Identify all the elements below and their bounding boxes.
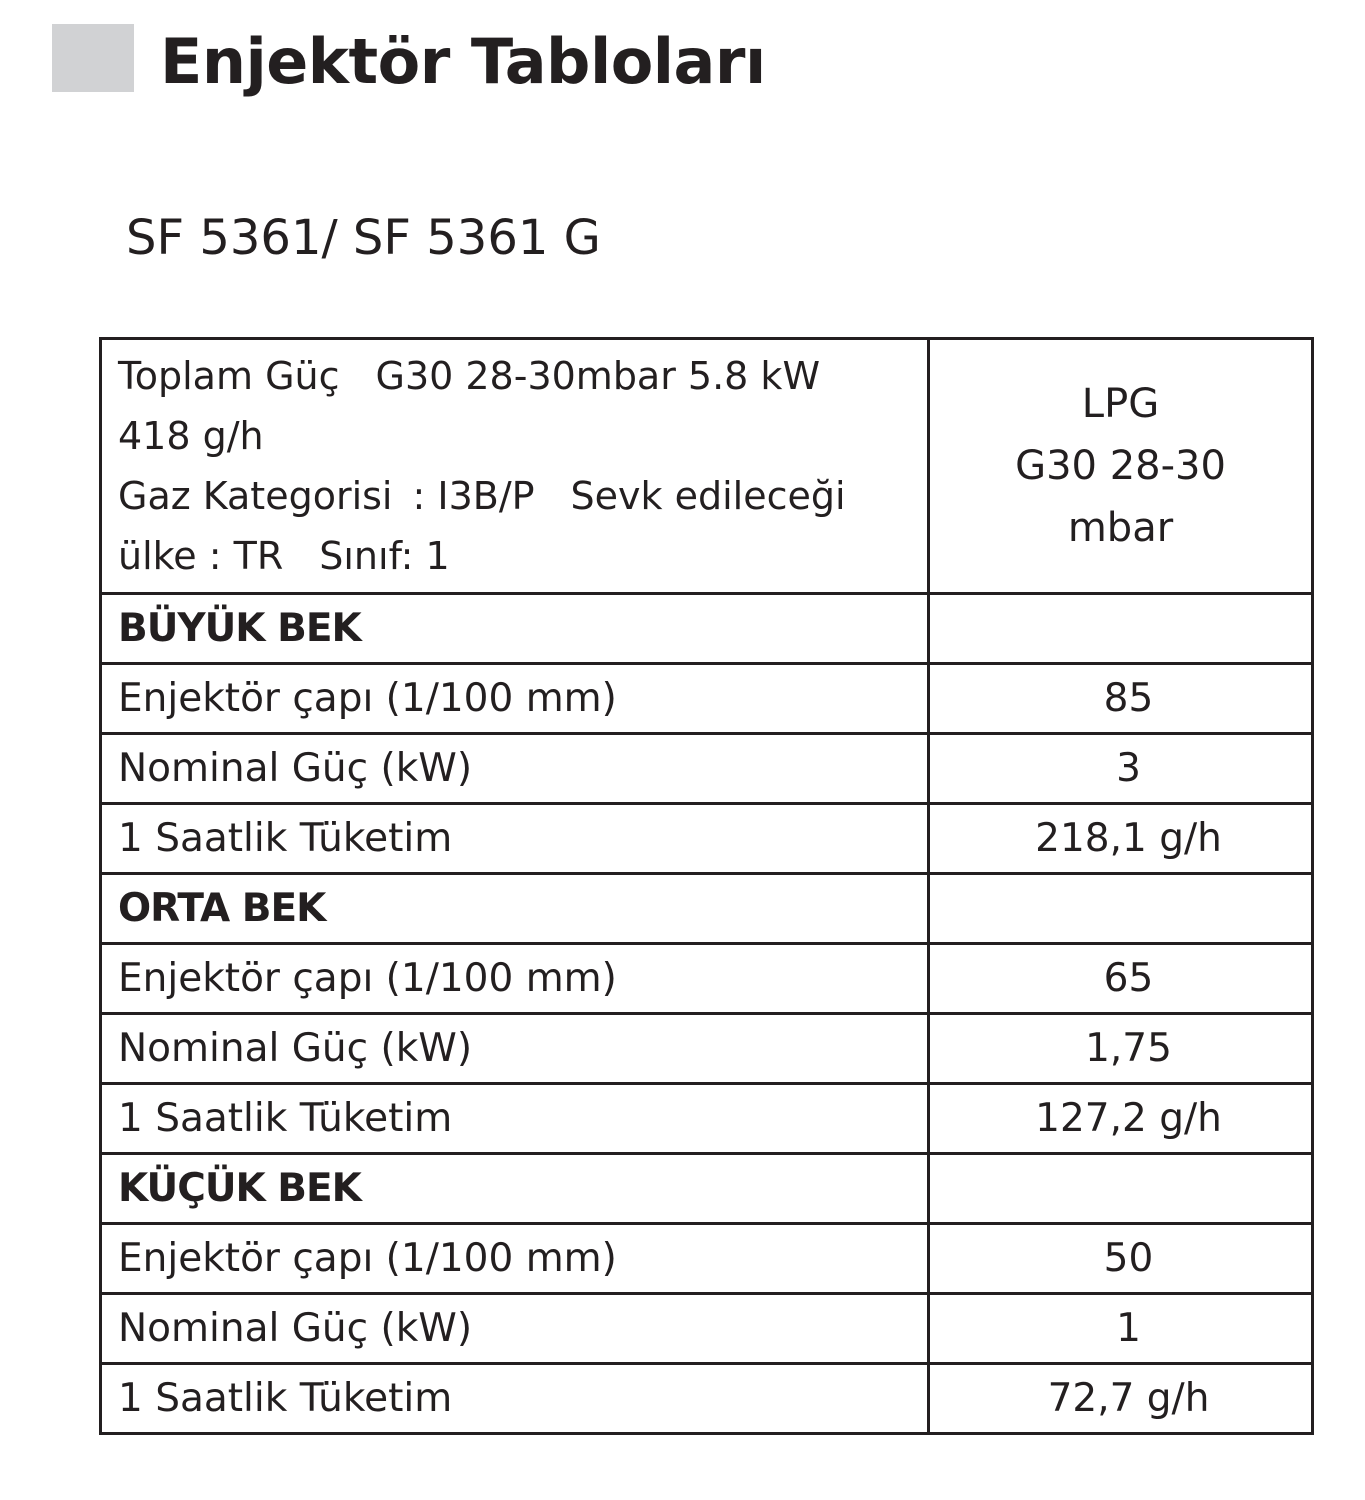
section-label: BÜYÜK BEK [101,594,929,664]
table-row [101,1014,1313,1084]
row-value: 1,75 [929,1014,1313,1084]
row-label: 1 Saatlik Tüketim [101,804,929,874]
row-label: Enjektör çapı (1/100 mm) [101,1224,929,1294]
row-value: 127,2 g/h [929,1084,1313,1154]
gas-type-line3: mbar [1067,505,1174,551]
row-value: 1 [929,1294,1313,1364]
gas-category-line [118,466,927,526]
injector-table [99,337,1314,1435]
title-accent-block [52,24,134,92]
row-label: Nominal Güç (kW) [101,1014,929,1084]
country-class-line [118,526,927,586]
total-power-label: Toplam Güç [118,354,340,398]
row-value: 218,1 g/h [929,804,1313,874]
gas-category-value: : I3B/P [412,474,535,518]
row-value: 65 [929,944,1313,1014]
model-name: SF 5361/ SF 5361 G [126,210,601,266]
gas-type-line1: LPG [1081,381,1160,427]
spec-cell [101,339,929,594]
section-label: ORTA BEK [101,874,929,944]
row-label: Enjektör çapı (1/100 mm) [101,664,929,734]
row-value: 50 [929,1224,1313,1294]
row-label: 1 Saatlik Tüketim [101,1364,929,1434]
class-label: Sınıf: 1 [319,534,450,578]
page-title: Enjektör Tabloları [160,25,766,98]
row-label: Nominal Güç (kW) [101,734,929,804]
table-row [101,1364,1313,1434]
country-label: ülke : TR [118,534,284,578]
row-value: 72,7 g/h [929,1364,1313,1434]
table-row [101,1084,1313,1154]
table-row [101,944,1313,1014]
row-label: 1 Saatlik Tüketim [101,1084,929,1154]
section-value-empty [929,594,1313,664]
section-label: KÜÇÜK BEK [101,1154,929,1224]
total-consumption: 418 g/h [118,414,264,458]
total-power-line [118,346,927,406]
total-power-value: G30 28-30mbar 5.8 kW [375,354,821,398]
gas-type-cell [929,339,1313,594]
section-row-medium-burner [101,874,1313,944]
section-row-large-burner [101,594,1313,664]
table-header-row [101,339,1313,594]
section-value-empty [929,874,1313,944]
section-value-empty [929,1154,1313,1224]
gas-category-label: Gaz Kategorisi [118,474,393,518]
table-row [101,1294,1313,1364]
table-row [101,1224,1313,1294]
gas-type-line2: G30 28-30 [1015,443,1226,489]
row-value: 85 [929,664,1313,734]
row-value: 3 [929,734,1313,804]
table-row [101,664,1313,734]
section-row-small-burner [101,1154,1313,1224]
row-label: Enjektör çapı (1/100 mm) [101,944,929,1014]
row-label: Nominal Güç (kW) [101,1294,929,1364]
shipping-label: Sevk edileceği [570,474,846,518]
table-row [101,734,1313,804]
table-row [101,804,1313,874]
